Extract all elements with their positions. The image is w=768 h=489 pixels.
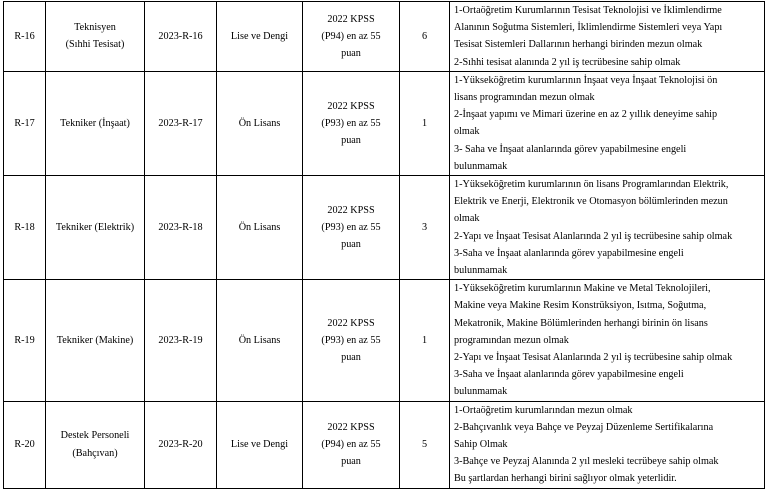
exam-score-line: 2022 KPSS (327, 204, 375, 216)
requirement-line: 2-Sıhhi tesisat alanında 2 yıl iş tecrübesine sahip olmak (454, 56, 681, 68)
exam-score-line: (P94) en az 55 (321, 30, 381, 42)
requirement-line: 3-Bahçe ve Peyzaj Alanında 2 yıl mesleki tecrübeye sahip olmak (454, 456, 719, 468)
exam-score-cell (303, 280, 400, 401)
exam-score-cell (303, 401, 400, 488)
table-row (4, 2, 765, 72)
position-title-cell (46, 71, 145, 175)
education-level: Lise ve Dengi (230, 30, 289, 42)
position-count-cell (400, 2, 450, 72)
requirement-line: 2-İnşaat yapımı ve Mimari üzerine en az 2 yıllık deneyime sahip (454, 109, 718, 121)
position-code-cell (4, 71, 46, 175)
position-count: 1 (421, 117, 428, 129)
position-title-line: Tekniker (İnşaat) (60, 117, 130, 129)
requirement-line: bulunmamak (454, 265, 508, 277)
requirement-line: 3-Saha ve İnşaat alanlarında görev yapabilmesine engeli (454, 247, 684, 259)
requirement-line: 1-Ortaöğretim kurumlarından mezun olmak (454, 404, 633, 416)
exam-score-line: puan (341, 352, 361, 364)
requirement-line: 3- Saha ve İnşaat alanlarında görev yapabilmesine engeli (454, 143, 687, 155)
requirement-line: 2-Yapı ve İnşaat Tesisat Alanlarında 2 yıl iş tecrübesine sahip olmak (454, 352, 733, 364)
table-row (4, 401, 765, 488)
exam-score-cell (303, 176, 400, 280)
table-row (4, 176, 765, 280)
position-title-cell (46, 280, 145, 401)
position-code: R-17 (14, 117, 35, 129)
table-body (4, 2, 765, 489)
requirements-cell (450, 280, 765, 401)
table-row (4, 71, 765, 175)
reference-code-cell (145, 176, 217, 280)
education-level: Ön Lisans (238, 334, 281, 346)
requirement-line: Mekatronik, Makine Bölümlerinden herhangi birinin ön lisans (454, 317, 708, 329)
position-code: R-19 (14, 334, 35, 346)
requirement-line: 2-Bahçıvanlık veya Bahçe ve Peyzaj Düzenleme Sertifikalarına (454, 421, 714, 433)
requirement-line: 2-Yapı ve İnşaat Tesisat Alanlarında 2 yıl iş tecrübesine sahip olmak (454, 230, 733, 242)
position-title-line: Destek Personeli (60, 430, 130, 442)
requirement-line: programından mezun olmak (454, 334, 569, 346)
position-code-cell (4, 176, 46, 280)
position-code: R-18 (14, 222, 35, 234)
exam-score-line: 2022 KPSS (327, 100, 375, 112)
position-count-cell (400, 176, 450, 280)
requirement-line: bulunmamak (454, 160, 508, 172)
requirement-line: Tesisat Sistemleri Dallarının herhangi birinden mezun olmak (454, 39, 703, 51)
reference-code-cell (145, 71, 217, 175)
reference-code: 2023-R-16 (158, 30, 203, 42)
requirement-line: olmak (454, 126, 480, 138)
position-requirements-table (3, 1, 765, 489)
exam-score-line: puan (341, 239, 361, 251)
requirement-line: 1-Yükseköğretim kurumlarının ön lisans Programlarından Elektrik, (454, 179, 729, 191)
requirement-line: Alanının Soğutma Sistemleri, İklimlendirme Sistemleri veya Yapı (454, 22, 723, 34)
reference-code-cell (145, 401, 217, 488)
position-title-cell (46, 401, 145, 488)
exam-score-line: puan (341, 135, 361, 147)
education-level: Lise ve Dengi (230, 439, 289, 451)
requirement-line: 1-Ortaöğretim Kurumlarının Tesisat Teknolojisi ve İklimlendirme (454, 5, 722, 16)
requirement-line: bulunmamak (454, 386, 508, 398)
education-level-cell (217, 401, 303, 488)
reference-code-cell (145, 2, 217, 72)
position-count-cell (400, 401, 450, 488)
requirements-cell (450, 176, 765, 280)
requirement-line: Makine veya Makine Resim Konstrüksiyon, Isıtma, Soğutma, (454, 300, 707, 312)
position-title-cell (46, 176, 145, 280)
position-count-cell (400, 71, 450, 175)
position-title-cell (46, 2, 145, 72)
exam-score-cell (303, 2, 400, 72)
exam-score-line: puan (341, 456, 361, 468)
reference-code: 2023-R-19 (158, 334, 203, 346)
education-level-cell (217, 176, 303, 280)
exam-score-line: (P93) en az 55 (321, 334, 381, 346)
reference-code: 2023-R-20 (158, 439, 203, 451)
position-title-line: (Bahçıvan) (72, 447, 118, 459)
education-level: Ön Lisans (238, 222, 281, 234)
education-level-cell (217, 280, 303, 401)
requirement-line: Bu şartlardan herhangi birini sağlıyor olmak yeterlidir. (454, 473, 677, 485)
position-count-cell (400, 280, 450, 401)
requirement-line: 1-Yükseköğretim kurumlarının İnşaat veya İnşaat Teknolojisi ön (454, 74, 718, 86)
reference-code-cell (145, 280, 217, 401)
reference-code: 2023-R-18 (158, 222, 203, 234)
reference-code: 2023-R-17 (158, 117, 203, 129)
position-code-cell (4, 401, 46, 488)
requirement-line: lisans programından mezun olmak (454, 92, 595, 104)
position-code-cell (4, 2, 46, 72)
education-level-cell (217, 71, 303, 175)
requirements-cell (450, 2, 765, 72)
exam-score-line: (P94) en az 55 (321, 439, 381, 451)
exam-score-line: 2022 KPSS (327, 421, 375, 433)
requirement-line: olmak (454, 213, 480, 225)
exam-score-line: puan (341, 48, 361, 59)
position-code-cell (4, 280, 46, 401)
requirements-cell (450, 401, 765, 488)
requirements-cell (450, 71, 765, 175)
table-row (4, 280, 765, 401)
exam-score-line: 2022 KPSS (327, 13, 375, 25)
position-count: 6 (421, 30, 428, 42)
position-title-line: Tekniker (Makine) (56, 334, 134, 346)
education-level-cell (217, 2, 303, 72)
position-count: 5 (421, 439, 428, 451)
position-code: R-16 (14, 30, 35, 42)
position-title-line: Teknisyen (74, 22, 116, 34)
position-code: R-20 (14, 439, 35, 451)
education-level: Ön Lisans (238, 117, 281, 129)
exam-score-line: (P93) en az 55 (321, 222, 381, 234)
position-title-line: Tekniker (Elektrik) (55, 222, 135, 234)
exam-score-cell (303, 71, 400, 175)
requirement-line: Sahip Olmak (454, 439, 508, 451)
exam-score-line: (P93) en az 55 (321, 117, 381, 129)
position-count: 1 (421, 334, 428, 346)
position-count: 3 (421, 222, 428, 234)
exam-score-line: 2022 KPSS (327, 317, 375, 329)
position-title-line: (Sıhhi Tesisat) (65, 39, 125, 51)
requirement-line: 1-Yükseköğretim kurumlarının Makine ve Metal Teknolojileri, (454, 283, 711, 295)
requirement-line: Elektrik ve Enerji, Elektronik ve Otomasyon bölümlerinden mezun (454, 196, 728, 208)
requirement-line: 3-Saha ve İnşaat alanlarında görev yapabilmesine engeli (454, 369, 684, 381)
